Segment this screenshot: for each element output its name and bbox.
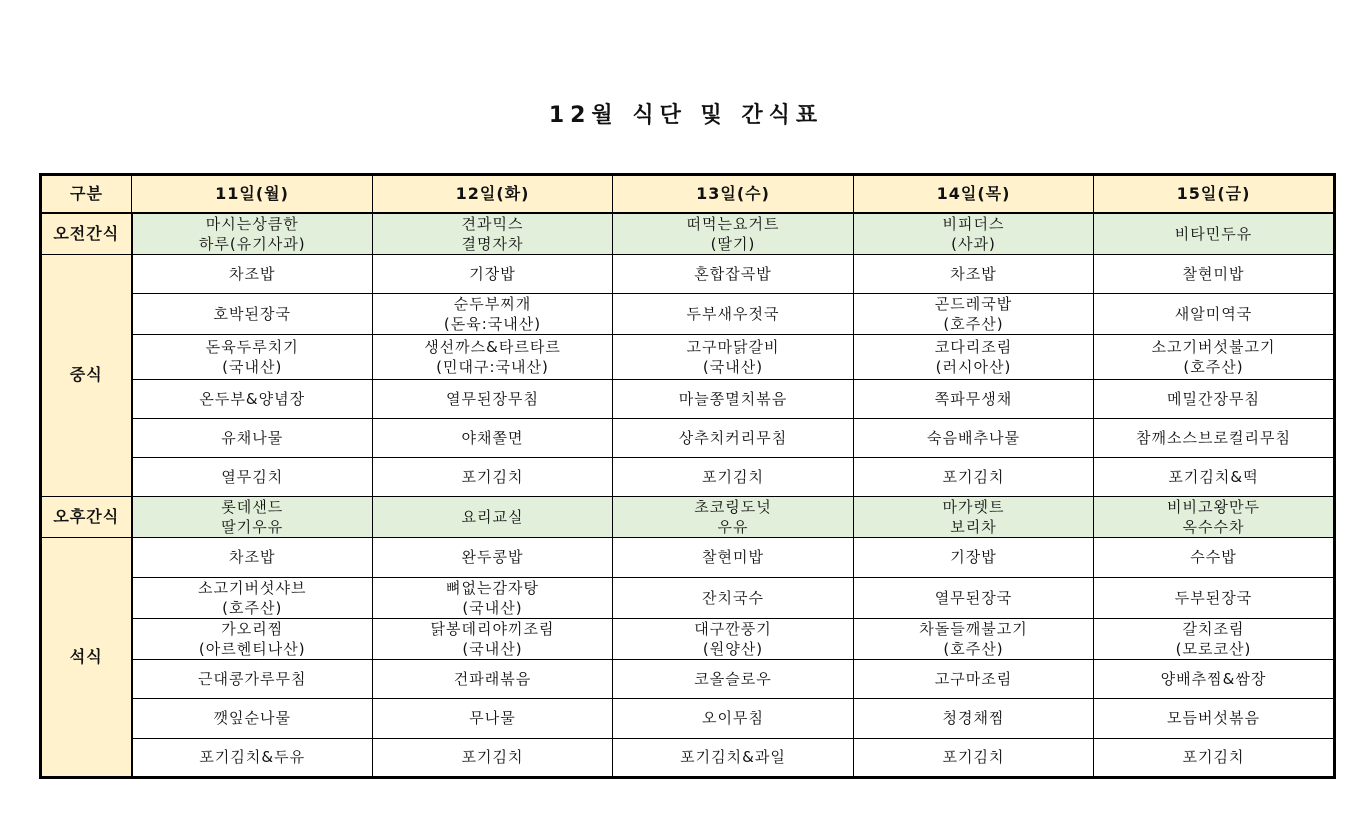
menu-item-text: 마늘쫑멸치볶음 [678, 389, 788, 408]
menu-cell [132, 496, 373, 537]
menu-item-text: 건파래볶음 [453, 669, 532, 688]
menu-item-text: 포기김치 [1182, 748, 1245, 766]
morning-snack-label: 오전간식 [41, 213, 132, 255]
menu-item-text: (사과) [951, 234, 996, 253]
menu-item-text: 고구마닭갈비 [686, 337, 780, 356]
dinner-label: 석식 [41, 537, 132, 777]
menu-item-text: 완두콩밥 [461, 548, 524, 566]
menu-item-text: 온두부&양념장 [199, 389, 306, 408]
menu-cell [373, 659, 613, 698]
menu-item-text: 롯데샌드 [221, 497, 284, 516]
menu-cell [1094, 418, 1335, 457]
menu-cell [1094, 577, 1335, 618]
menu-cell [132, 379, 373, 418]
lunch-row [41, 334, 1335, 379]
menu-item-text: 유채나물 [221, 428, 284, 447]
menu-cell [1094, 537, 1335, 577]
menu-cell [373, 618, 613, 659]
menu-cell [613, 659, 854, 698]
menu-item-text: 차조밥 [229, 548, 276, 566]
menu-item-text: 옥수수차 [1182, 517, 1245, 536]
menu-item-text: 비비고왕만두 [1167, 497, 1260, 516]
menu-cell [613, 457, 854, 496]
menu-item-text: 기장밥 [469, 264, 516, 283]
menu-cell [854, 496, 1094, 537]
menu-cell [1094, 618, 1335, 659]
menu-item-text: (국내산) [702, 357, 764, 376]
menu-cell [132, 254, 373, 293]
menu-cell [854, 738, 1094, 777]
menu-item-text: 가오리찜 [221, 619, 284, 638]
menu-item-text: (민대구:국내산) [436, 357, 549, 376]
menu-item-text: (원양산) [702, 639, 764, 658]
menu-cell [854, 379, 1094, 418]
menu-item-text: (호주산) [222, 598, 283, 617]
menu-item-text: 보리차 [950, 517, 997, 536]
menu-cell [1094, 457, 1335, 496]
menu-item-text: 코올슬로우 [694, 669, 772, 688]
menu-cell [1094, 738, 1335, 777]
menu-cell [373, 293, 613, 334]
menu-item-text: 메밀간장무침 [1167, 389, 1260, 408]
menu-cell [854, 334, 1094, 379]
menu-cell [613, 698, 854, 738]
menu-item-text: 야채쫄면 [461, 428, 524, 447]
menu-cell [613, 577, 854, 618]
menu-cell [132, 618, 373, 659]
menu-cell [132, 418, 373, 457]
lunch-row [41, 379, 1335, 418]
menu-cell [373, 496, 613, 537]
menu-item-text: 열무김치 [221, 467, 284, 486]
menu-item-text: 딸기우유 [221, 517, 284, 536]
menu-item-text: 생선까스&타르타르 [424, 337, 561, 356]
menu-item-text: 비타민두유 [1174, 224, 1253, 243]
menu-cell [613, 618, 854, 659]
menu-cell [132, 738, 373, 777]
menu-cell [373, 379, 613, 418]
menu-item-text: 갈치조림 [1182, 619, 1245, 638]
menu-cell [1094, 698, 1335, 738]
lunch-row [41, 293, 1335, 334]
menu-cell [613, 418, 854, 457]
menu-cell [1094, 293, 1335, 334]
dinner-row [41, 659, 1335, 698]
menu-cell [854, 698, 1094, 738]
menu-cell [132, 577, 373, 618]
menu-item-text: 닭봉데리야끼조림 [430, 619, 555, 638]
menu-item-text: 오이무침 [702, 709, 764, 727]
day-header: 13일(수) [613, 175, 854, 213]
menu-cell [613, 293, 854, 334]
menu-item-text: 참깨소스브로컬리무침 [1136, 428, 1291, 447]
menu-cell [132, 698, 373, 738]
menu-cell [373, 577, 613, 618]
menu-item-text: (러시아산) [935, 357, 1012, 376]
menu-item-text: 두부새우젓국 [686, 304, 780, 323]
menu-item-text: 포기김치 [942, 748, 1005, 766]
dinner-row [41, 738, 1335, 777]
menu-cell [132, 213, 373, 255]
menu-item-text: 포기김치&두유 [199, 748, 306, 766]
menu-item-text: (호주산) [943, 314, 1004, 333]
menu-cell [854, 659, 1094, 698]
menu-item-text: 깻잎순나물 [213, 709, 291, 727]
menu-cell [373, 254, 613, 293]
menu-cell [613, 496, 854, 537]
menu-item-text: 차조밥 [950, 264, 997, 283]
menu-cell [1094, 379, 1335, 418]
menu-item-text: 소고기버섯샤브 [198, 578, 307, 597]
menu-item-text: 고구마조림 [934, 669, 1013, 688]
menu-item-text: 모듬버섯볶음 [1167, 709, 1260, 727]
menu-cell [1094, 334, 1335, 379]
menu-cell [613, 379, 854, 418]
menu-item-text: 초코링도넛 [694, 497, 772, 516]
menu-item-text: 찰현미밥 [702, 548, 764, 566]
menu-cell [854, 213, 1094, 255]
menu-item-text: 순두부찌개 [453, 294, 532, 313]
day-header: 11일(월) [132, 175, 373, 213]
menu-item-text: 수수밥 [1190, 548, 1237, 566]
menu-item-text: (아르헨티나산) [198, 639, 306, 658]
menu-cell [1094, 659, 1335, 698]
day-header: 14일(목) [854, 175, 1094, 213]
menu-item-text: 열무된장국 [934, 588, 1013, 607]
menu-cell [373, 537, 613, 577]
menu-item-text: 마시는상큼한 [205, 214, 299, 233]
menu-item-text: 열무된장무침 [446, 389, 539, 408]
menu-item-text: 소고기버섯불고기 [1151, 337, 1276, 356]
menu-cell [373, 698, 613, 738]
menu-cell [854, 254, 1094, 293]
morning-snack-row [41, 213, 1335, 255]
menu-item-text: 포기김치 [702, 467, 764, 486]
menu-cell [613, 537, 854, 577]
lunch-row [41, 457, 1335, 496]
menu-item-text: 새알미역국 [1174, 304, 1253, 323]
menu-cell [373, 334, 613, 379]
dinner-row [41, 698, 1335, 738]
day-header: 12일(화) [373, 175, 613, 213]
menu-cell [613, 213, 854, 255]
menu-item-text: 뼈없는감자탕 [446, 578, 539, 597]
dinner-row [41, 537, 1335, 577]
menu-cell [1094, 496, 1335, 537]
page-title: 12월 식단 및 간식표 [548, 103, 824, 128]
menu-item-text: 호박된장국 [213, 304, 291, 323]
menu-item-text: 대구깐풍기 [694, 619, 772, 638]
menu-item-text: 곤드레국밥 [934, 294, 1013, 313]
menu-item-text: 요리교실 [461, 507, 524, 526]
afternoon-snack-row [41, 496, 1335, 537]
menu-item-text: 청경채찜 [942, 709, 1005, 727]
menu-cell [132, 537, 373, 577]
menu-cell [854, 293, 1094, 334]
menu-cell [1094, 254, 1335, 293]
dinner-row [41, 577, 1335, 618]
menu-item-text: 차조밥 [229, 264, 276, 283]
menu-item-text: 근대콩가루무침 [198, 669, 307, 688]
lunch-row [41, 254, 1335, 293]
menu-cell [373, 418, 613, 457]
menu-item-text: 결명자차 [461, 234, 524, 253]
menu-item-text: 무나물 [469, 709, 516, 727]
menu-item-text: 돈육두루치기 [205, 337, 299, 356]
menu-item-text: 두부된장국 [1174, 588, 1253, 607]
menu-item-text: (국내산) [462, 598, 523, 617]
menu-item-text: (모로코산) [1175, 639, 1252, 658]
menu-cell [132, 457, 373, 496]
menu-item-text: 비피더스 [942, 214, 1005, 233]
menu-item-text: 포기김치&떡 [1168, 467, 1259, 486]
menu-item-text: (호주산) [1183, 357, 1244, 376]
menu-item-text: 쪽파무생채 [934, 389, 1013, 408]
menu-cell [132, 659, 373, 698]
menu-cell [613, 254, 854, 293]
menu-cell [854, 537, 1094, 577]
menu-cell [373, 213, 613, 255]
menu-cell [854, 618, 1094, 659]
header-row [41, 175, 1335, 213]
category-header: 구분 [41, 175, 132, 213]
menu-cell [613, 334, 854, 379]
menu-item-text: 견과믹스 [461, 214, 524, 233]
menu-item-text: 포기김치 [461, 748, 524, 766]
menu-item-text: (호주산) [943, 639, 1004, 658]
lunch-label: 중식 [41, 254, 132, 496]
menu-item-text: (딸기) [710, 234, 756, 253]
menu-item-text: 포기김치 [942, 467, 1005, 486]
menu-cell [854, 577, 1094, 618]
menu-item-text: 우유 [717, 517, 749, 536]
menu-cell [854, 457, 1094, 496]
menu-cell [373, 457, 613, 496]
menu-item-text: 기장밥 [950, 548, 997, 566]
day-header: 15일(금) [1094, 175, 1335, 213]
menu-cell [854, 418, 1094, 457]
menu-item-text: 숙음배추나물 [927, 428, 1020, 447]
menu-item-text: 잔치국수 [702, 588, 764, 607]
menu-cell [613, 738, 854, 777]
menu-cell [132, 293, 373, 334]
menu-cell [132, 334, 373, 379]
menu-item-text: 포기김치&과일 [680, 748, 786, 766]
menu-item-text: 포기김치 [461, 467, 524, 486]
dinner-row [41, 618, 1335, 659]
menu-cell [1094, 213, 1335, 255]
menu-item-text: 찰현미밥 [1182, 264, 1245, 283]
menu-item-text: 코다리조림 [934, 337, 1013, 356]
menu-item-text: (국내산) [222, 357, 283, 376]
menu-cell [373, 738, 613, 777]
menu-item-text: 하루(유기사과) [198, 234, 306, 253]
lunch-row [41, 418, 1335, 457]
menu-item-text: (국내산) [462, 639, 523, 658]
afternoon-snack-label: 오후간식 [41, 496, 132, 537]
menu-item-text: 떠먹는요거트 [686, 214, 780, 233]
menu-item-text: 상추치커리무침 [678, 428, 788, 447]
menu-item-text: 마가렛트 [942, 497, 1005, 516]
menu-table [39, 173, 1336, 779]
menu-item-text: 양배추찜&쌈장 [1160, 669, 1267, 688]
menu-item-text: (돈육:국내산) [443, 314, 542, 333]
menu-item-text: 차돌들깨불고기 [919, 619, 1028, 638]
menu-item-text: 혼합잡곡밥 [694, 264, 772, 283]
